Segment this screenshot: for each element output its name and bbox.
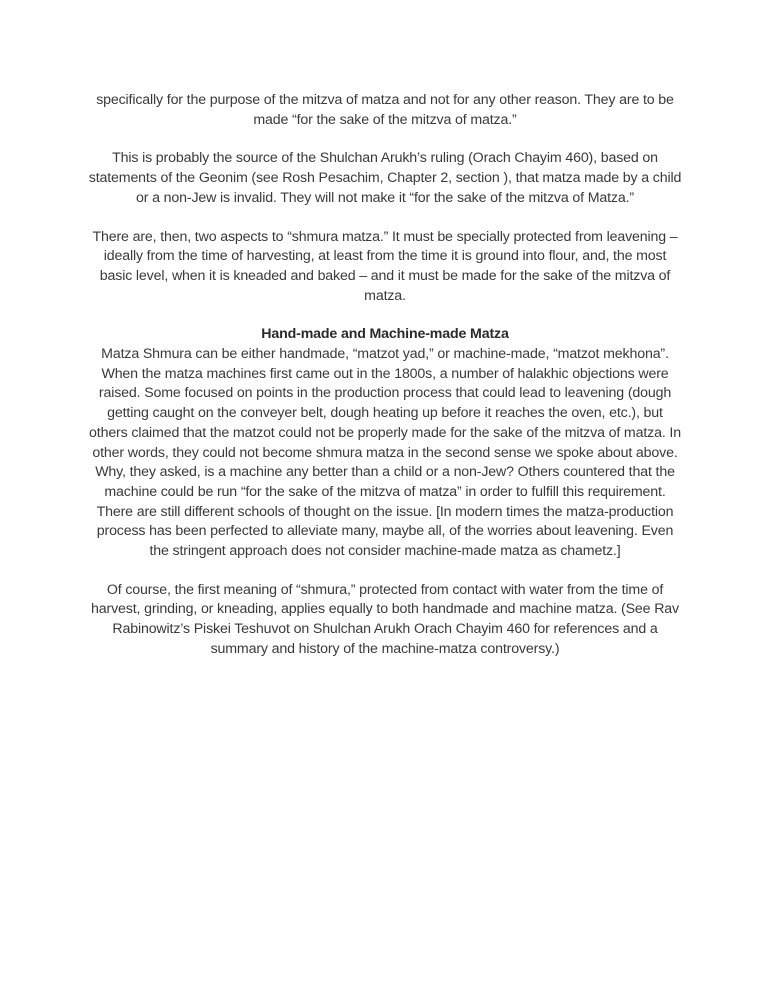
paragraph-shulchan-arukh-ruling: This is probably the source of the Shulchan Arukh’s ruling (Orach Chayim 460), based on statements of the Geonim (see Rosh Pesachim, Chapter 2, section ), that matza made by a child or a non-Jew is invalid. They will not make it “for the sake of the mitzva of Matza.” (88, 150, 682, 206)
paragraph-purpose: specifically for the purpose of the mitzva of matza and not for any other reason. They are to be made “for the sake of the mitzva of matza.” (96, 92, 674, 128)
paragraph-two-aspects: There are, then, two aspects to “shmura matza.” It must be specially protected from leavening – ideally from the time of harvesting, at least from the time it is ground into flour, and, the most basic level, when it is kneaded and baked – and it must be made for the sake of the mitzva of matza. (92, 228, 678, 304)
section-heading: Hand-made and Machine-made Matza (261, 326, 509, 343)
paragraph-machine-matza: Matza Shmura can be either handmade, “matzot yad,” or machine-made, “matzot mekhona”. When the matza machines first came out in the 1800s, a number of halakhic objections were raised. Some focused on points in the production process that could lead to leavening (dough getting caught on the conveyer belt, dough heating up before it reaches the oven, etc.), but others claimed that the matzot could not be properly made for the sake of the mitzva of matza. In other words, they could not become shmura matza in the second sense we spoke about above. Why, they asked, is a machine any better than a child or a non-Jew? Others countered that the machine could be run “for the sake of the mitzva of matza” in order to fulfill this requirement. There are still different schools of thought on the issue. [In modern times the matza-production process has been perfected to alleviate many, maybe all, of the worries about leavening. Even the stringent approach does not consider machine-made matza as chametz.] (89, 346, 681, 560)
document-page (88, 91, 682, 679)
paragraph-first-meaning-shmura: Of course, the first meaning of “shmura,” protected from contact with water from the time of harvest, grinding, or kneading, applies equally to both handmade and machine matza. (See Rav Rabinowitz’s Piskei Teshuvot on Shulchan Arukh Orach Chayim 460 for references and a summary and history of the machine-matza controversy.) (91, 581, 679, 657)
